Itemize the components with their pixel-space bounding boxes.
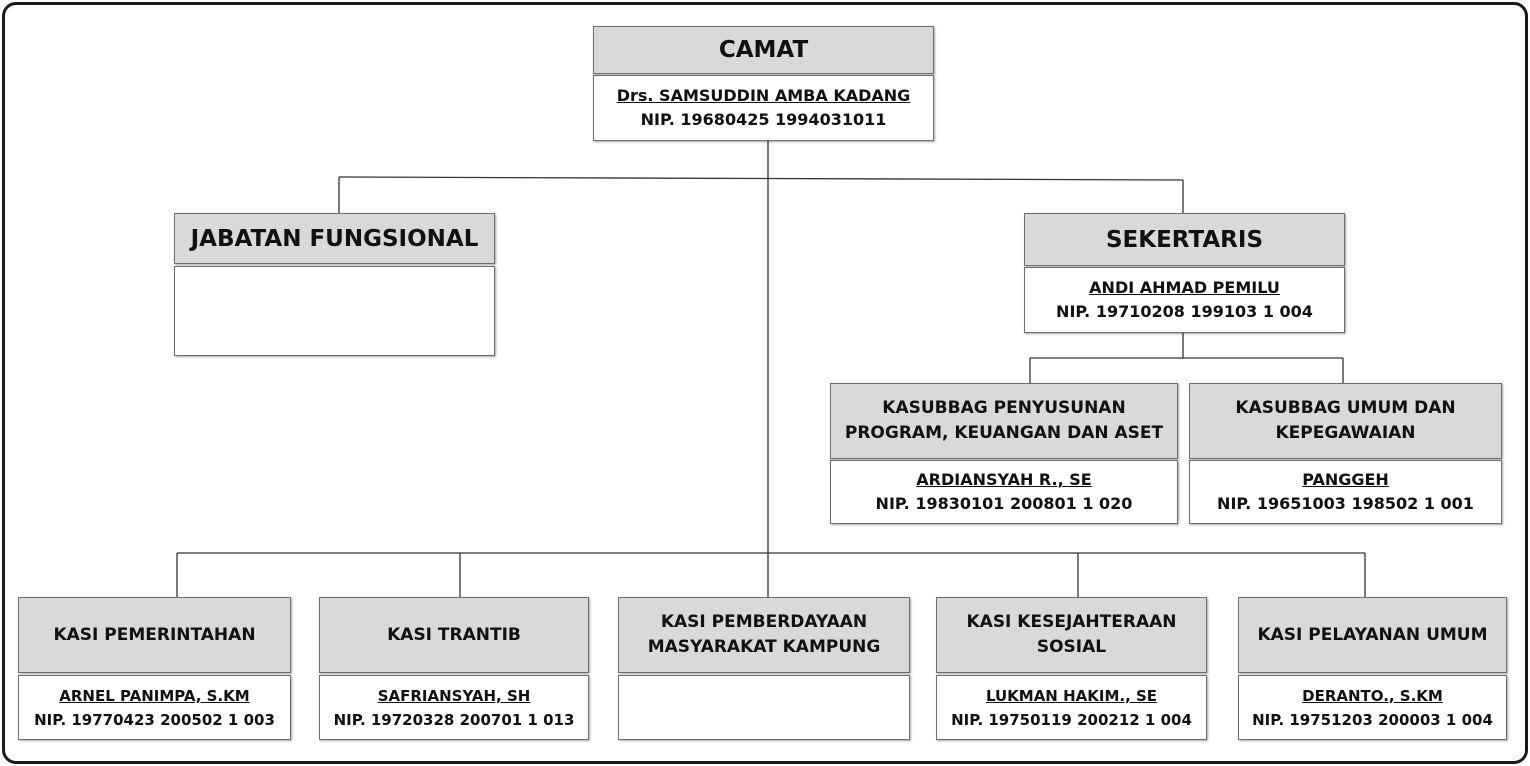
sekertaris-nip: NIP. 19710208 199103 1 004 [1056, 302, 1313, 321]
kasubbag-umum-nip: NIP. 19651003 198502 1 001 [1217, 494, 1474, 513]
kasi-trantib-name: SAFRIANSYAH, SH [377, 686, 531, 705]
jabatan-fungsional-title: JABATAN FUNGSIONAL [190, 225, 479, 252]
jabatan-fungsional-title-box [174, 213, 495, 264]
sekertaris-title-box [1024, 213, 1345, 266]
sekertaris-title: SEKERTARIS [1105, 226, 1264, 253]
camat-title: CAMAT [718, 37, 809, 63]
connector-top-bar [339, 177, 1183, 180]
kasi-pemerintahan-info-box [18, 675, 291, 740]
kasi-kesejahteraan-info-box [936, 675, 1207, 740]
camat-nip: NIP. 19680425 1994031011 [640, 110, 887, 129]
jabatan-fungsional-info-box [174, 266, 495, 356]
sekertaris-name: ANDI AHMAD PEMILU [1089, 278, 1280, 297]
sekertaris-info-box [1024, 267, 1345, 333]
kasubbag-program-info-box [830, 460, 1178, 524]
kasi-kesejahteraan-name: LUKMAN HAKIM., SE [985, 686, 1158, 705]
kasi-pelayanan-umum-info-box [1238, 675, 1507, 740]
kasi-pelayanan-umum-title-box [1238, 597, 1507, 673]
kasubbag-umum-title-box [1189, 383, 1502, 459]
kasi-pemberdayaan-title: KASI PEMBERDAYAAN MASYARAKAT KAMPUNG [647, 612, 881, 657]
kasubbag-umum-name: PANGGEH [1302, 470, 1389, 489]
kasi-pemerintahan-name: ARNEL PANIMPA, S.KM [59, 686, 250, 705]
kasi-pemberdayaan-info-box [618, 675, 910, 740]
camat-name: Drs. SAMSUDDIN AMBA KADANG [616, 86, 911, 105]
camat-info-box [593, 75, 934, 141]
kasubbag-program-name: ARDIANSYAH R., SE [916, 470, 1092, 489]
kasi-pelayanan-umum-nip: NIP. 19751203 200003 1 004 [1252, 710, 1493, 729]
kasi-pelayanan-umum-name: DERANTO., S.KM [1302, 686, 1443, 705]
kasi-pemerintahan-nip: NIP. 19770423 200502 1 003 [34, 710, 275, 729]
kasi-trantib-title-box [319, 597, 589, 673]
kasubbag-program-title-box [830, 383, 1178, 459]
kasi-kesejahteraan-title-box [936, 597, 1207, 673]
kasubbag-program-title: KASUBBAG PENYUSUNAN PROGRAM, KEUANGAN DAN ASET [844, 398, 1164, 443]
kasi-trantib-title: KASI TRANTIB [387, 624, 521, 645]
kasi-kesejahteraan-title: KASI KESEJAHTERAAN SOSIAL [966, 612, 1177, 657]
kasi-trantib-nip: NIP. 19720328 200701 1 013 [333, 710, 575, 729]
kasubbag-program-nip: NIP. 19830101 200801 1 020 [875, 494, 1133, 513]
kasubbag-umum-info-box [1189, 460, 1502, 524]
kasi-pemerintahan-title-box [18, 597, 291, 673]
camat-title-box [593, 26, 934, 74]
kasubbag-umum-title: KASUBBAG UMUM DAN KEPEGAWAIAN [1235, 398, 1456, 443]
kasi-kesejahteraan-nip: NIP. 19750119 200212 1 004 [951, 710, 1192, 729]
kasi-pemberdayaan-title-box [618, 597, 910, 673]
kasi-pemerintahan-title: KASI PEMERINTAHAN [53, 624, 256, 645]
kasi-pelayanan-umum-title: KASI PELAYANAN UMUM [1257, 624, 1488, 645]
kasi-trantib-info-box [319, 675, 589, 740]
